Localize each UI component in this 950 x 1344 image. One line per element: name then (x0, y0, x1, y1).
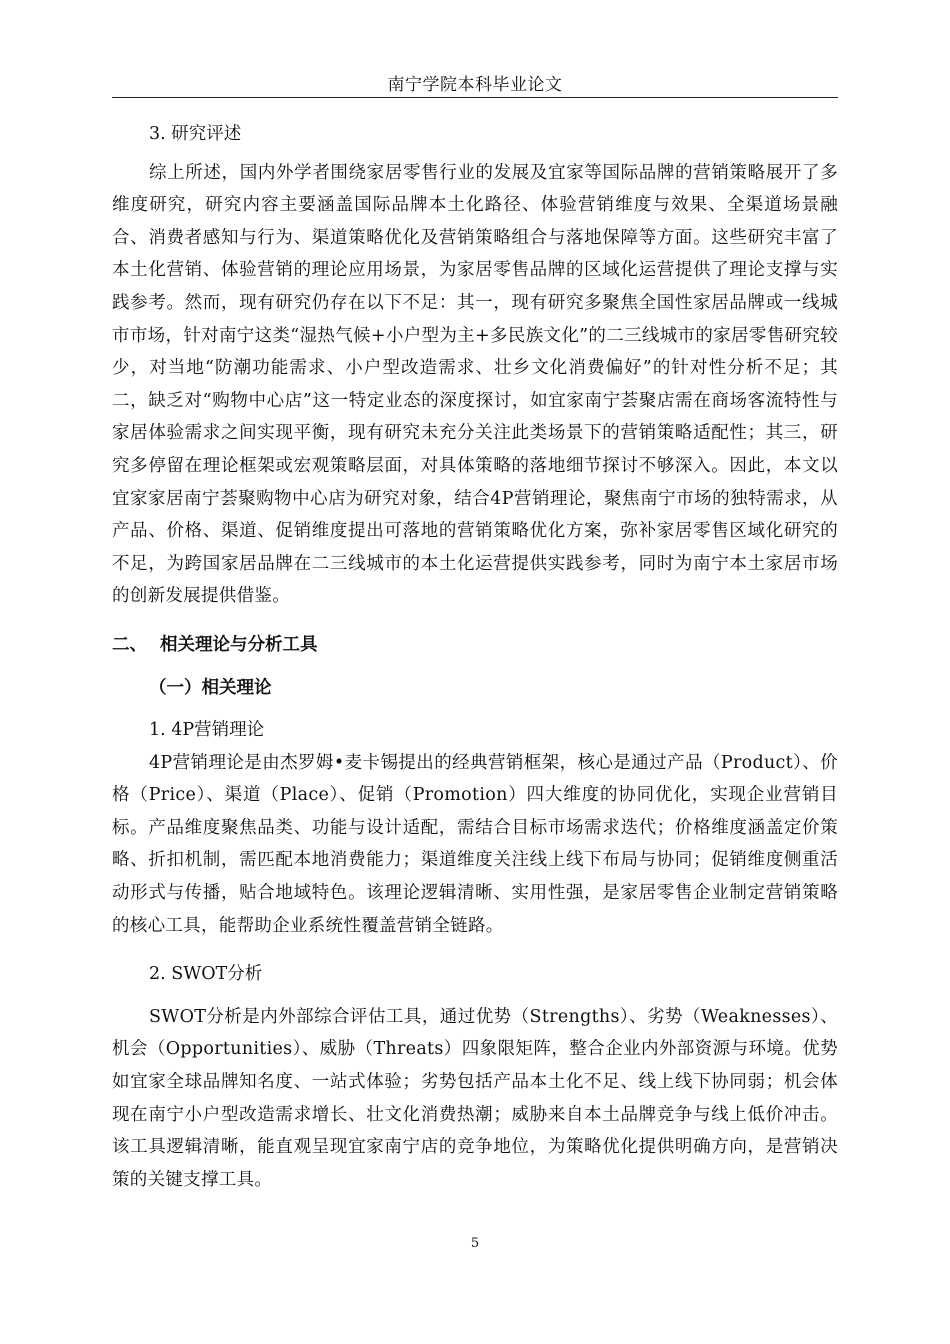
running-header: 南宁学院本科毕业论文 (387, 75, 563, 95)
review-heading: 3. 研究评述 (149, 124, 242, 144)
section-title: 相关理论与分析工具 (160, 634, 318, 655)
theory2-heading: 2. SWOT分析 (149, 964, 263, 985)
section-heading (112, 629, 838, 662)
page-number: 5 (470, 1236, 480, 1251)
theory1-paragraph: 4P营销理论是由杰罗姆•麦卡锡提出的经典营销框架，核心是通过产品（Product）、价格（Price）、渠道（Place）、促销（Promotion）四大维度的协同优化，实现企业营销目标。产品维度聚焦品类、功能与设计适配，需结合目标市场需求迭代；价格维度涵盖定价策略、折扣机制，需匹配本地消费能力；渠道维度关注线上线下布局与协同；促销维度侧重活动形式与传播，贴合地域特色。该理论逻辑清晰、实用性强，是家居零售企业制定营销策略的核心工具，能帮助企业系统性覆盖营销全链路。 (112, 752, 838, 936)
header-rule (112, 97, 838, 98)
review-paragraph: 综上所述，国内外学者围绕家居零售行业的发展及宜家等国际品牌的营销策略展开了多维度研究，研究内容主要涵盖国际品牌本土化路径、体验营销维度与效果、全渠道场景融合、消费者感知与行为、渠道策略优化及营销策略组合与落地保障等方面。这些研究丰富了本土化营销、体验营销的理论应用场景，为家居零售品牌的区域化运营提供了理论支撑与实践参考。然而，现有研究仍存在以下不足：其一，现有研究多聚焦全国性家居品牌或一线城市市场，针对南宁这类“湿热气候+小户型为主+多民族文化”的二三线城市的家居零售研究较少，对当地“防潮功能需求、小户型改造需求、壮乡文化消费偏好”的针对性分析不足；其二，缺乏对“购物中心店”这一特定业态的深度探讨，如宜家南宁荟聚店需在商场客流特性与家居体验需求之间实现平衡，现有研究未充分关注此类场景下的营销策略适配性；其三，研究多停留在理论框架或宏观策略层面，对具体策略的落地细节探讨不够深入。因此，本文以宜家家居南宁荟聚购物中心店为研究对象，结合4P营销理论，聚焦南宁市场的独特需求，从产品、价格、渠道、促销维度提出可落地的营销策略优化方案，弥补家居零售区域化研究的不足，为跨国家居品牌在二三线城市的本土化运营提供实践参考，同时为南宁本土家居市场的创新发展提供借鉴。 (112, 162, 838, 607)
section-number: 二、 (112, 634, 147, 655)
page-body (112, 118, 838, 1196)
subsection-heading: （一）相关理论 (149, 677, 272, 698)
theory1-heading: 1. 4P营销理论 (149, 720, 265, 741)
theory2-paragraph: SWOT分析是内外部综合评估工具，通过优势（Strengths）、劣势（Weaknesses）、机会（Opportunities）、威胁（Threats）四象限矩阵，整合企业内外部资源与环境。优势如宜家全球品牌知名度、一站式体验；劣势包括产品本土化不足、线上线下协同弱；机会体现在南宁小户型改造需求增长、壮文化消费热潮；威胁来自本土品牌竞争与线上低价冲击。该工具逻辑清晰，能直观呈现宜家南宁店的竞争地位，为策略优化提供明确方向，是营销决策的关键支撑工具。 (112, 1006, 838, 1190)
